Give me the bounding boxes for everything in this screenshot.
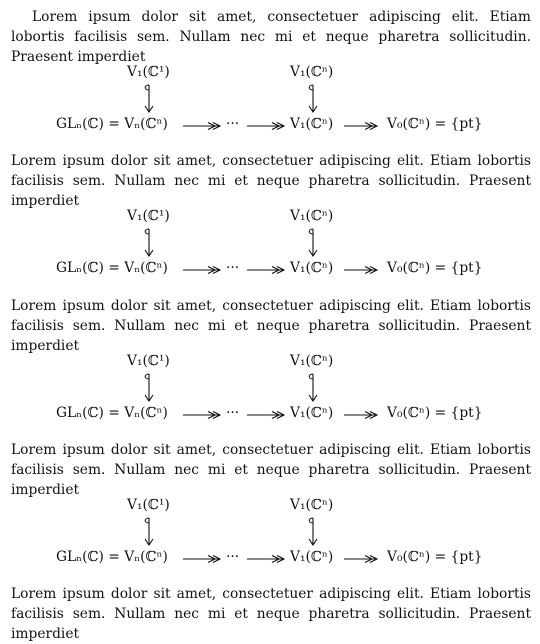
surjection-arrow-1: [182, 553, 222, 565]
surjection-arrow-3: [343, 553, 379, 565]
top-left-label: [127, 497, 170, 513]
paragraph-3: Lorem ipsum dolor sit amet, consectetuer adipiscing elit. Etiam lobortis facilisis sem. Nullam nec mi et neque pharetra sollicitudin. Praesent imperdiet: [11, 298, 531, 354]
surjection-arrow-1: [182, 120, 222, 132]
surjection-arrow-1: [182, 264, 222, 276]
hook-arrow-right: [307, 516, 319, 548]
surjection-arrow-1: [182, 409, 222, 421]
surjection-arrow-2: [246, 264, 286, 276]
bottom-left-label: [56, 549, 168, 565]
surjection-arrow-2: [246, 120, 286, 132]
bottom-middle-label: [290, 116, 333, 132]
ellipsis-text: ···: [226, 116, 240, 132]
top-left-label-text: V₁(ℂ¹): [127, 497, 170, 513]
surjection-arrow-2: [246, 553, 286, 565]
bottom-right-label: [387, 260, 482, 276]
top-left-label-text: V₁(ℂ¹): [127, 208, 170, 224]
ellipsis-text: ···: [226, 549, 240, 565]
bottom-right-label-text: V₀(ℂⁿ) = {pt}: [387, 116, 483, 132]
bottom-middle-label: [290, 260, 333, 276]
top-right-label-text: V₁(ℂⁿ): [290, 353, 334, 369]
bottom-left-label: [56, 116, 168, 132]
bottom-middle-label-text: V₁(ℂⁿ): [290, 260, 334, 276]
surjection-arrow-3: [343, 120, 379, 132]
top-right-label: [290, 64, 333, 80]
bottom-left-label-text: GLₙ(ℂ) = Vₙ(ℂⁿ): [56, 260, 168, 276]
ellipsis-text: ···: [226, 260, 240, 276]
bottom-middle-label-text: V₁(ℂⁿ): [290, 405, 334, 421]
bottom-middle-label: [290, 549, 333, 565]
ellipsis-text: ···: [226, 405, 240, 421]
paragraph-2: Lorem ipsum dolor sit amet, consectetuer adipiscing elit. Etiam lobortis facilisis sem. Nullam nec mi et neque pharetra sollicitudin. Praesent imperdiet: [11, 153, 531, 209]
diagram-4: [0, 494, 540, 594]
top-right-label-text: V₁(ℂⁿ): [290, 64, 334, 80]
diagram-3: [0, 350, 540, 450]
hook-arrow-left: [143, 227, 155, 259]
bottom-left-label: [56, 405, 168, 421]
bottom-right-label: [387, 549, 482, 565]
surjection-arrow-3: [343, 264, 379, 276]
hook-arrow-right: [307, 372, 319, 404]
bottom-left-label-text: GLₙ(ℂ) = Vₙ(ℂⁿ): [56, 549, 168, 565]
bottom-right-label-text: V₀(ℂⁿ) = {pt}: [387, 549, 483, 565]
bottom-left-label-text: GLₙ(ℂ) = Vₙ(ℂⁿ): [56, 405, 168, 421]
paragraph-4: Lorem ipsum dolor sit amet, consectetuer adipiscing elit. Etiam lobortis facilisis sem. Nullam nec mi et neque pharetra sollicitudin. Praesent imperdiet: [11, 442, 531, 498]
top-right-label: [290, 353, 333, 369]
top-left-label: [127, 64, 170, 80]
bottom-right-label-text: V₀(ℂⁿ) = {pt}: [387, 405, 483, 421]
ellipsis: [226, 549, 239, 565]
surjection-arrow-3: [343, 409, 379, 421]
bottom-middle-label-text: V₁(ℂⁿ): [290, 116, 334, 132]
top-right-label-text: V₁(ℂⁿ): [290, 208, 334, 224]
top-left-label-text: V₁(ℂ¹): [127, 64, 170, 80]
bottom-left-label: [56, 260, 168, 276]
hook-arrow-left: [143, 372, 155, 404]
top-left-label: [127, 208, 170, 224]
diagram-2: [0, 205, 540, 305]
top-left-label: [127, 353, 170, 369]
top-left-label-text: V₁(ℂ¹): [127, 353, 170, 369]
ellipsis: [226, 116, 239, 132]
bottom-middle-label-text: V₁(ℂⁿ): [290, 549, 334, 565]
bottom-left-label-text: GLₙ(ℂ) = Vₙ(ℂⁿ): [56, 116, 168, 132]
hook-arrow-left: [143, 83, 155, 115]
paragraph-1: Lorem ipsum dolor sit amet, consectetuer adipiscing elit. Etiam lobortis facilisis sem. Nullam nec mi et neque pharetra sollicitudin. Praesent imperdiet: [11, 9, 531, 65]
paragraph-5: Lorem ipsum dolor sit amet, consectetuer adipiscing elit. Etiam lobortis facilisis sem. Nullam nec mi et neque pharetra sollicitudin. Praesent imperdiet: [11, 586, 531, 642]
bottom-right-label: [387, 116, 482, 132]
surjection-arrow-2: [246, 409, 286, 421]
bottom-right-label-text: V₀(ℂⁿ) = {pt}: [387, 260, 483, 276]
ellipsis: [226, 260, 239, 276]
hook-arrow-left: [143, 516, 155, 548]
bottom-middle-label: [290, 405, 333, 421]
hook-arrow-right: [307, 227, 319, 259]
top-right-label: [290, 208, 333, 224]
diagram-1: [0, 61, 540, 161]
bottom-right-label: [387, 405, 482, 421]
hook-arrow-right: [307, 83, 319, 115]
top-right-label: [290, 497, 333, 513]
top-right-label-text: V₁(ℂⁿ): [290, 497, 334, 513]
ellipsis: [226, 405, 239, 421]
